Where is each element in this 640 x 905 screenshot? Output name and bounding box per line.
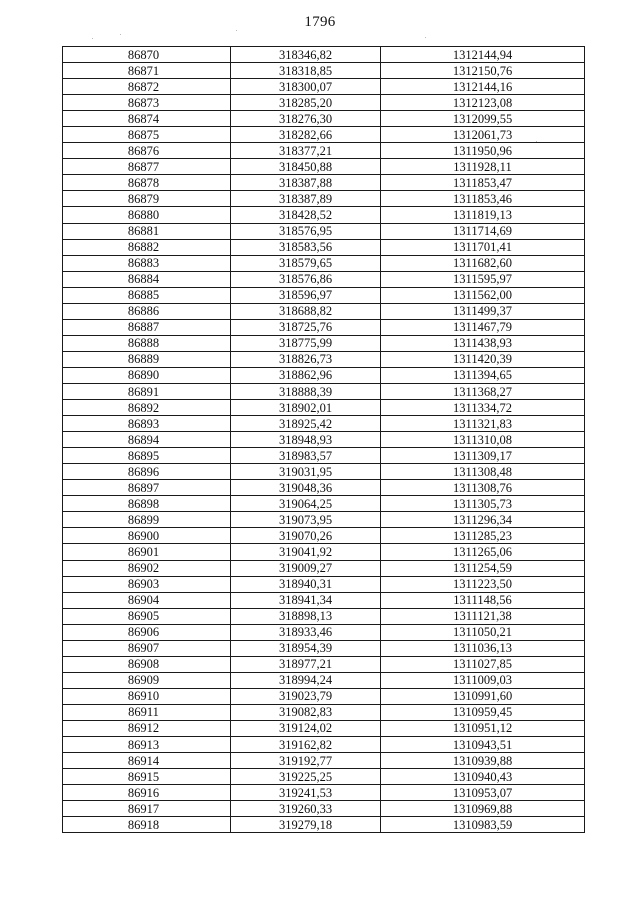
table-row — [63, 544, 585, 560]
point-number-cell: 86909 — [63, 672, 231, 688]
table-row — [63, 737, 585, 753]
point-number-cell: 86915 — [63, 769, 231, 785]
table-row — [63, 432, 585, 448]
x-coordinate-cell: 319192,77 — [231, 753, 381, 769]
point-number-cell: 86881 — [63, 223, 231, 239]
table-row — [63, 656, 585, 672]
x-coordinate-cell: 318983,57 — [231, 448, 381, 464]
y-coordinate-cell: 1310969,88 — [381, 801, 585, 817]
x-coordinate-cell: 318428,52 — [231, 207, 381, 223]
table-row — [63, 47, 585, 63]
y-coordinate-cell: 1311853,46 — [381, 191, 585, 207]
x-coordinate-cell: 318940,31 — [231, 576, 381, 592]
point-number-cell: 86916 — [63, 785, 231, 801]
x-coordinate-cell: 318576,86 — [231, 271, 381, 287]
y-coordinate-cell: 1311682,60 — [381, 255, 585, 271]
scan-speck — [92, 38, 93, 39]
x-coordinate-cell: 318583,56 — [231, 239, 381, 255]
coordinates-table-body — [63, 47, 585, 833]
table-row — [63, 512, 585, 528]
point-number-cell: 86908 — [63, 656, 231, 672]
y-coordinate-cell: 1311438,93 — [381, 335, 585, 351]
x-coordinate-cell: 318318,85 — [231, 63, 381, 79]
table-row — [63, 223, 585, 239]
y-coordinate-cell: 1311701,41 — [381, 239, 585, 255]
table-row — [63, 207, 585, 223]
table-row — [63, 608, 585, 624]
x-coordinate-cell: 318282,66 — [231, 127, 381, 143]
x-coordinate-cell: 318688,82 — [231, 303, 381, 319]
x-coordinate-cell: 319082,83 — [231, 704, 381, 720]
scan-speck — [236, 30, 237, 31]
y-coordinate-cell: 1311148,56 — [381, 592, 585, 608]
x-coordinate-cell: 319070,26 — [231, 528, 381, 544]
y-coordinate-cell: 1311050,21 — [381, 624, 585, 640]
y-coordinate-cell: 1311853,47 — [381, 175, 585, 191]
y-coordinate-cell: 1311254,59 — [381, 560, 585, 576]
x-coordinate-cell: 318977,21 — [231, 656, 381, 672]
table-row — [63, 63, 585, 79]
y-coordinate-cell: 1310991,60 — [381, 688, 585, 704]
y-coordinate-cell: 1311308,76 — [381, 480, 585, 496]
y-coordinate-cell: 1311309,17 — [381, 448, 585, 464]
y-coordinate-cell: 1310940,43 — [381, 769, 585, 785]
table-row — [63, 319, 585, 335]
point-number-cell: 86890 — [63, 367, 231, 383]
table-row — [63, 448, 585, 464]
x-coordinate-cell: 318775,99 — [231, 335, 381, 351]
point-number-cell: 86903 — [63, 576, 231, 592]
point-number-cell: 86917 — [63, 801, 231, 817]
y-coordinate-cell: 1310943,51 — [381, 737, 585, 753]
table-row — [63, 111, 585, 127]
point-number-cell: 86876 — [63, 143, 231, 159]
y-coordinate-cell: 1311305,73 — [381, 496, 585, 512]
x-coordinate-cell: 319041,92 — [231, 544, 381, 560]
table-row — [63, 480, 585, 496]
point-number-cell: 86889 — [63, 351, 231, 367]
y-coordinate-cell: 1311296,34 — [381, 512, 585, 528]
table-row — [63, 624, 585, 640]
table-row — [63, 720, 585, 736]
x-coordinate-cell: 318888,39 — [231, 383, 381, 399]
y-coordinate-cell: 1311819,13 — [381, 207, 585, 223]
x-coordinate-cell: 318826,73 — [231, 351, 381, 367]
x-coordinate-cell: 319073,95 — [231, 512, 381, 528]
table-row — [63, 303, 585, 319]
y-coordinate-cell: 1311420,39 — [381, 351, 585, 367]
x-coordinate-cell: 318725,76 — [231, 319, 381, 335]
page-number: 1796 — [304, 14, 336, 30]
x-coordinate-cell: 318387,88 — [231, 175, 381, 191]
table-row — [63, 400, 585, 416]
y-coordinate-cell: 1311499,37 — [381, 303, 585, 319]
point-number-cell: 86872 — [63, 79, 231, 95]
y-coordinate-cell: 1311265,06 — [381, 544, 585, 560]
scan-speck — [120, 34, 121, 35]
point-number-cell: 86886 — [63, 303, 231, 319]
point-number-cell: 86878 — [63, 175, 231, 191]
point-number-cell: 86912 — [63, 720, 231, 736]
y-coordinate-cell: 1311009,03 — [381, 672, 585, 688]
table-row — [63, 271, 585, 287]
x-coordinate-cell: 318300,07 — [231, 79, 381, 95]
point-number-cell: 86885 — [63, 287, 231, 303]
y-coordinate-cell: 1311928,11 — [381, 159, 585, 175]
point-number-cell: 86877 — [63, 159, 231, 175]
y-coordinate-cell: 1312150,76 — [381, 63, 585, 79]
table-row — [63, 785, 585, 801]
y-coordinate-cell: 1311310,08 — [381, 432, 585, 448]
point-number-cell: 86883 — [63, 255, 231, 271]
table-row — [63, 239, 585, 255]
table-row — [63, 801, 585, 817]
point-number-cell: 86907 — [63, 640, 231, 656]
y-coordinate-cell: 1311467,79 — [381, 319, 585, 335]
point-number-cell: 86888 — [63, 335, 231, 351]
x-coordinate-cell: 319023,79 — [231, 688, 381, 704]
point-number-cell: 86914 — [63, 753, 231, 769]
table-row — [63, 576, 585, 592]
point-number-cell: 86882 — [63, 239, 231, 255]
table-row — [63, 769, 585, 785]
y-coordinate-cell: 1310983,59 — [381, 817, 585, 833]
point-number-cell: 86895 — [63, 448, 231, 464]
y-coordinate-cell: 1311394,65 — [381, 367, 585, 383]
table-row — [63, 560, 585, 576]
x-coordinate-cell: 319124,02 — [231, 720, 381, 736]
table-row — [63, 159, 585, 175]
x-coordinate-cell: 319225,25 — [231, 769, 381, 785]
table-row — [63, 496, 585, 512]
point-number-cell: 86913 — [63, 737, 231, 753]
x-coordinate-cell: 319260,33 — [231, 801, 381, 817]
point-number-cell: 86897 — [63, 480, 231, 496]
x-coordinate-cell: 318948,93 — [231, 432, 381, 448]
table-row — [63, 817, 585, 833]
x-coordinate-cell: 318933,46 — [231, 624, 381, 640]
x-coordinate-cell: 318941,34 — [231, 592, 381, 608]
x-coordinate-cell: 318954,39 — [231, 640, 381, 656]
scan-speck — [425, 37, 426, 38]
y-coordinate-cell: 1312061,73 — [381, 127, 585, 143]
y-coordinate-cell: 1312123,08 — [381, 95, 585, 111]
table-row — [63, 688, 585, 704]
table-row — [63, 367, 585, 383]
x-coordinate-cell: 318576,95 — [231, 223, 381, 239]
table-row — [63, 143, 585, 159]
point-number-cell: 86891 — [63, 383, 231, 399]
table-row — [63, 127, 585, 143]
x-coordinate-cell: 318346,82 — [231, 47, 381, 63]
x-coordinate-cell: 318579,65 — [231, 255, 381, 271]
y-coordinate-cell: 1311334,72 — [381, 400, 585, 416]
x-coordinate-cell: 318377,21 — [231, 143, 381, 159]
y-coordinate-cell: 1311121,38 — [381, 608, 585, 624]
y-coordinate-cell: 1311308,48 — [381, 464, 585, 480]
y-coordinate-cell: 1311285,23 — [381, 528, 585, 544]
table-row — [63, 351, 585, 367]
x-coordinate-cell: 319048,36 — [231, 480, 381, 496]
table-row — [63, 640, 585, 656]
table-row — [63, 592, 585, 608]
point-number-cell: 86905 — [63, 608, 231, 624]
x-coordinate-cell: 318898,13 — [231, 608, 381, 624]
table-row — [63, 335, 585, 351]
x-coordinate-cell: 318862,96 — [231, 367, 381, 383]
x-coordinate-cell: 318596,97 — [231, 287, 381, 303]
point-number-cell: 86879 — [63, 191, 231, 207]
y-coordinate-cell: 1311595,97 — [381, 271, 585, 287]
x-coordinate-cell: 318387,89 — [231, 191, 381, 207]
x-coordinate-cell: 318450,88 — [231, 159, 381, 175]
y-coordinate-cell: 1311368,27 — [381, 383, 585, 399]
y-coordinate-cell: 1311223,50 — [381, 576, 585, 592]
y-coordinate-cell: 1311562,00 — [381, 287, 585, 303]
point-number-cell: 86873 — [63, 95, 231, 111]
x-coordinate-cell: 319009,27 — [231, 560, 381, 576]
table-row — [63, 95, 585, 111]
x-coordinate-cell: 318925,42 — [231, 416, 381, 432]
point-number-cell: 86880 — [63, 207, 231, 223]
point-number-cell: 86893 — [63, 416, 231, 432]
table-row — [63, 528, 585, 544]
table-row — [63, 672, 585, 688]
table-row — [63, 383, 585, 399]
y-coordinate-cell: 1312144,16 — [381, 79, 585, 95]
y-coordinate-cell: 1311036,13 — [381, 640, 585, 656]
point-number-cell: 86911 — [63, 704, 231, 720]
table-row — [63, 175, 585, 191]
x-coordinate-cell: 318994,24 — [231, 672, 381, 688]
x-coordinate-cell: 318276,30 — [231, 111, 381, 127]
y-coordinate-cell: 1310953,07 — [381, 785, 585, 801]
point-number-cell: 86898 — [63, 496, 231, 512]
table-row — [63, 753, 585, 769]
table-row — [63, 464, 585, 480]
x-coordinate-cell: 319064,25 — [231, 496, 381, 512]
point-number-cell: 86884 — [63, 271, 231, 287]
point-number-cell: 86870 — [63, 47, 231, 63]
x-coordinate-cell: 319031,95 — [231, 464, 381, 480]
x-coordinate-cell: 318902,01 — [231, 400, 381, 416]
point-number-cell: 86887 — [63, 319, 231, 335]
table-row — [63, 255, 585, 271]
table-row — [63, 191, 585, 207]
y-coordinate-cell: 1311027,85 — [381, 656, 585, 672]
coordinates-table — [62, 46, 585, 833]
y-coordinate-cell: 1310939,88 — [381, 753, 585, 769]
point-number-cell: 86874 — [63, 111, 231, 127]
y-coordinate-cell: 1311321,83 — [381, 416, 585, 432]
table-row — [63, 79, 585, 95]
point-number-cell: 86894 — [63, 432, 231, 448]
point-number-cell: 86918 — [63, 817, 231, 833]
y-coordinate-cell: 1311950,96 — [381, 143, 585, 159]
point-number-cell: 86900 — [63, 528, 231, 544]
point-number-cell: 86904 — [63, 592, 231, 608]
y-coordinate-cell: 1310959,45 — [381, 704, 585, 720]
point-number-cell: 86906 — [63, 624, 231, 640]
point-number-cell: 86899 — [63, 512, 231, 528]
y-coordinate-cell: 1312099,55 — [381, 111, 585, 127]
point-number-cell: 86871 — [63, 63, 231, 79]
point-number-cell: 86902 — [63, 560, 231, 576]
point-number-cell: 86875 — [63, 127, 231, 143]
point-number-cell: 86901 — [63, 544, 231, 560]
y-coordinate-cell: 1310951,12 — [381, 720, 585, 736]
y-coordinate-cell: 1312144,94 — [381, 47, 585, 63]
x-coordinate-cell: 318285,20 — [231, 95, 381, 111]
x-coordinate-cell: 319241,53 — [231, 785, 381, 801]
y-coordinate-cell: 1311714,69 — [381, 223, 585, 239]
point-number-cell: 86892 — [63, 400, 231, 416]
scan-speck — [536, 141, 537, 142]
table-row — [63, 704, 585, 720]
point-number-cell: 86896 — [63, 464, 231, 480]
x-coordinate-cell: 319279,18 — [231, 817, 381, 833]
point-number-cell: 86910 — [63, 688, 231, 704]
x-coordinate-cell: 319162,82 — [231, 737, 381, 753]
table-row — [63, 416, 585, 432]
table-row — [63, 287, 585, 303]
